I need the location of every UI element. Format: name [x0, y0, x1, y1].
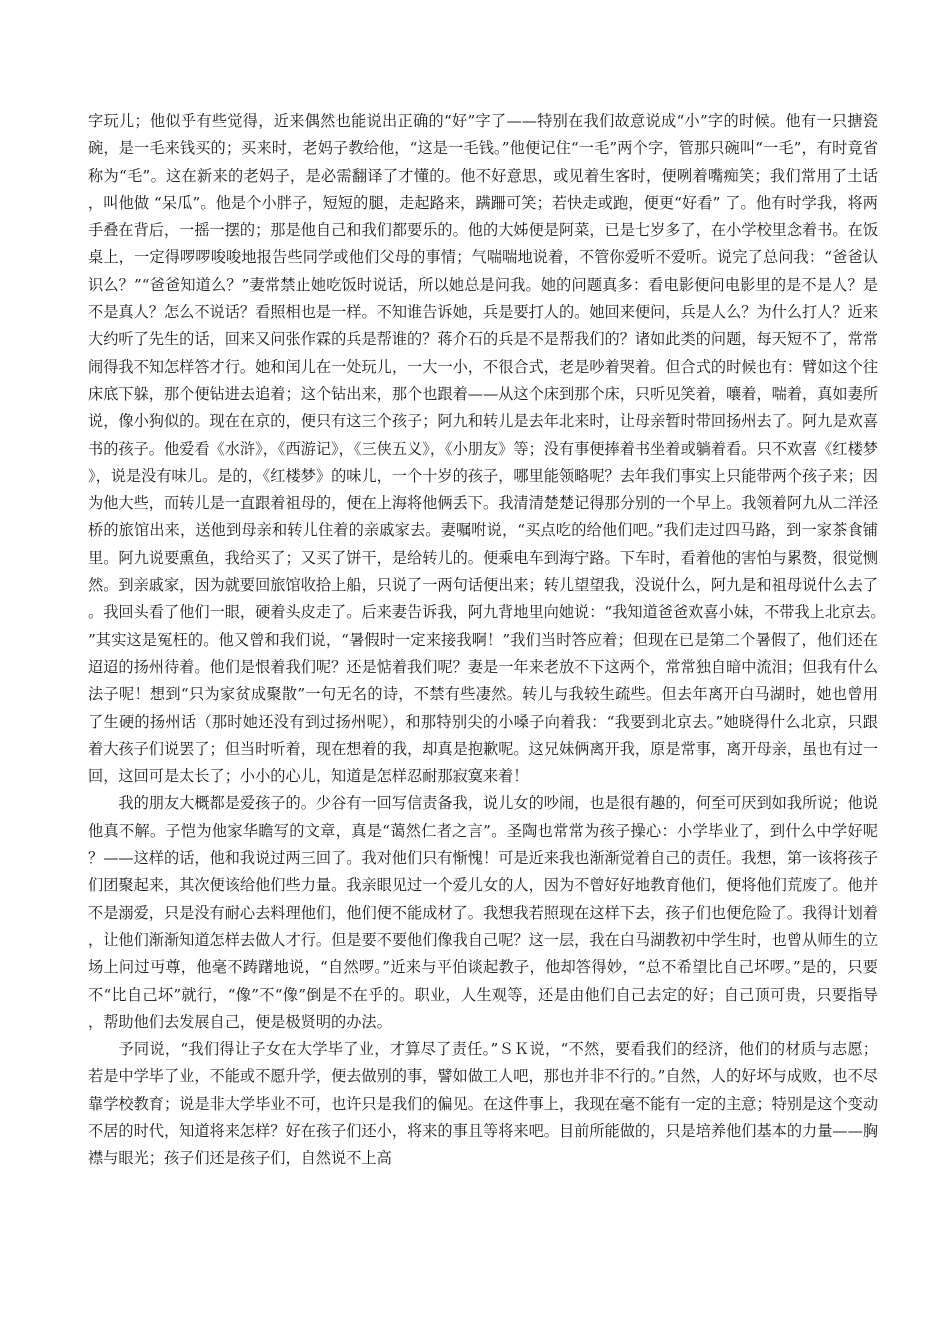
paragraph-1: 字玩儿；他似乎有些觉得，近来偶然也能说出正确的“好”字了——特别在我们故意说成“小”字的时候。他有一只搪瓷碗，是一毛来钱买的；买来时，老妈子教给他，“这是一毛钱。”他便记住“一毛”两个字，管那只碗叫“一毛”，有时竟省称为“毛”。这在新来的老妈子，是必需翻译了才懂的。他不好意思，或见着生客时，便咧着嘴痴笑；我们常用了土话，叫他做 “呆瓜”。他是个小胖子，短短的腿，走起路来，蹒跚可笑；若快走或跑，便更“好看” 了。他有时学我，将两手叠在背后，一摇一摆的；那是他自己和我们都要乐的。他的大姊便是阿菜，已是七岁多了，在小学校里念着书。在饭桌上，一定得啰啰唆唆地报告些同学或他们父母的事情；气喘喘地说着，不管你爱听不爱听。说完了总问我：“爸爸认识么？”“爸爸知道么？”妻常禁止她吃饭时说话，所以她总是问我。她的问题真多：看电影便问电影里的是不是人？是不是真人？怎么不说话？看照相也是一样。不知谁告诉她，兵是要打人的。她回来便问，兵是人么？为什么打人？近来大约听了先生的话，回来又问张作霖的兵是帮谁的？蒋介石的兵是不是帮我们的？诸如此类的问题，每天短不了，常常闹得我不知怎样答才行。她和闰儿在一处玩儿，一大一小，不很合式，老是吵着哭着。但合式的时候也有：臂如这个往床底下躲，那个便钻进去追着；这个钻出来，那个也跟着——从这个床到那个床，只听见笑着，嚷着，喘着，真如妻所说，像小狗似的。现在在京的，便只有这三个孩子；阿九和转儿是去年北来时，让母亲暂时带回扬州去了。阿九是欢喜书的孩子。他爱看《水浒》，《西游记》，《三侠五义》，《小朋友》等；没有事便捧着书坐着或躺着看。只不欢喜《红楼梦》，说是没有味儿。是的，《红楼梦》的味儿，一个十岁的孩子，哪里能领略呢？去年我们事实上只能带两个孩子来；因为他大些，而转儿是一直跟着祖母的，便在上海将他俩丢下。我清清楚楚记得那分别的一个早上。我领着阿九从二洋泾桥的旅馆出来，送他到母亲和转儿住着的亲戚家去。妻嘱咐说，“买点吃的给他们吧。”我们走过四马路，到一家茶食铺里。阿九说要熏鱼，我给买了；又买了饼干，是给转儿的。便乘电车到海宁路。下车时，看着他的害怕与累赘，很觉恻然。到亲戚家，因为就要回旅馆收拾上船，只说了一两句话便出来；转儿望望我，没说什么，阿九是和祖母说什么去了。我回头看了他们一眼，硬着头皮走了。后来妻告诉我，阿九背地里向她说：“我知道爸爸欢喜小妹，不带我上北京去。”其实这是冤枉的。他又曾和我们说，“暑假时一定来接我啊！”我们当时答应着；但现在已是第二个暑假了，他们还在迢迢的扬州待着。他们是恨着我们呢？还是惦着我们呢？妻是一年来老放不下这两个，常常独自暗中流泪；但我有什么法子呢！想到“只为家贫成聚散”一句无名的诗，不禁有些凄然。转儿与我较生疏些。但去年离开白马湖时，她也曾用了生硬的扬州话（那时她还没有到过扬州呢），和那特别尖的小嗓子向着我：“我要到北京去。”她晓得什么北京，只跟着大孩子们说罢了；但当时听着，现在想着的我，却真是抱歉呢。这兄妹俩离开我，原是常事，离开母亲，虽也有过一回，这回可是太长了；小小的心儿，知道是怎样忍耐那寂寞来着！ [88, 112, 878, 786]
paragraph-2: 我的朋友大概都是爱孩子的。少谷有一回写信责备我，说儿女的吵闹，也是很有趣的，何至可厌到如我所说；他说他真不解。子恺为他家华瞻写的文章，真是“蔼然仁者之言”。圣陶也常常为孩子操心：小学毕业了，到什么中学好呢？——这样的话，他和我说过两三回了。我对他们只有惭愧！可是近来我也渐渐觉着自己的责任。我想，第一该将孩子们团聚起来，其次便该给他们些力量。我亲眼见过一个爱儿女的人，因为不曾好好地教育他们，便将他们荒废了。他并不是溺爱，只是没有耐心去料理他们，他们便不能成材了。我想我若照现在这样下去，孩子们也便危险了。我得计划着，让他们渐渐知道怎样去做人才行。但是要不要他们像我自己呢？这一层，我在白马湖教初中学生时，也曾从师生的立场上问过丏尊，他毫不踌躇地说，“自然啰。”近来与平伯谈起教子，他却答得妙，“总不希望比自己坏啰。”是的，只要不“比自己坏”就行，“像”不“像”倒是不在乎的。职业，人生观等，还是由他们自己去定的好；自己顶可贵，只要指导，帮助他们去发展自己，便是极贤明的办法。 [88, 794, 878, 1031]
document-page [88, 108, 878, 1173]
paragraph-3: 予同说，“我们得让子女在大学毕了业，才算尽了责任。”ＳＫ说，“不然，要看我们的经济，他们的材质与志愿；若是中学毕了业，不能或不愿升学，便去做别的事，譬如做工人吧，那也并非不行的。”自然，人的好坏与成败，也不尽靠学校教育；说是非大学毕业不可，也许只是我们的偏见。在这件事上，我现在毫不能有一定的主意；特别是这个变动不居的时代，知道将来怎样？好在孩子们还小，将来的事且等将来吧。目前所能做的，只是培养他们基本的力量——胸襟与眼光；孩子们还是孩子们，自然说不上高 [88, 1040, 878, 1168]
